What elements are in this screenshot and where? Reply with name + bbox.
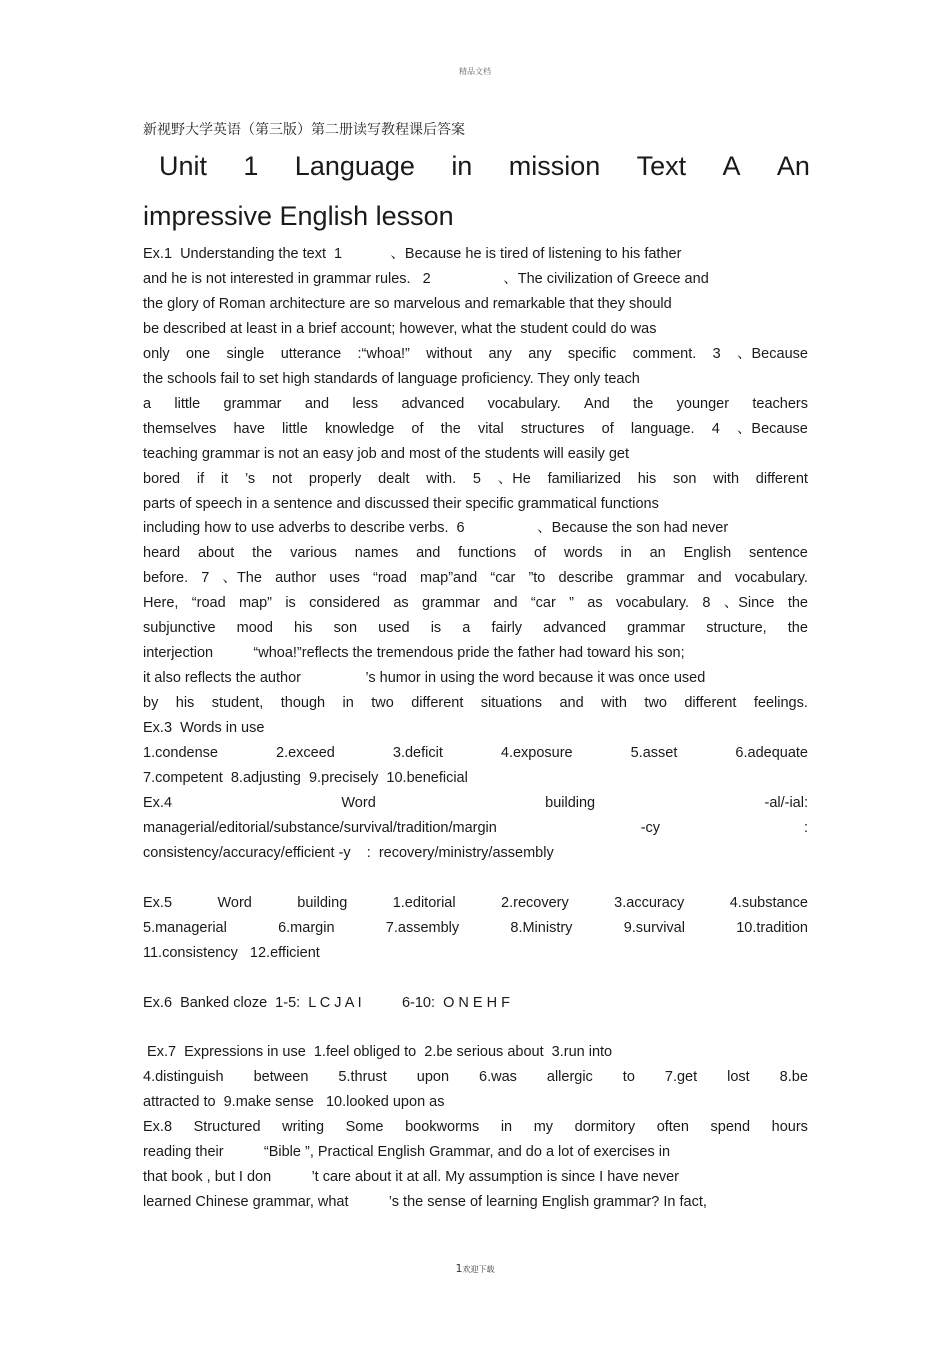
text-line: it also reflects the author ’s humor in using the word because it was once used	[143, 670, 706, 687]
text-line: parts of speech in a sentence and discussed their specific grammatical functions	[143, 495, 659, 512]
text-line: that book , but I don ’t care about it at all. My assumption is since I have never	[143, 1169, 679, 1186]
text-line: Ex.3 Words in use	[143, 720, 265, 737]
text-line	[143, 1017, 808, 1037]
text-line: attracted to 9.make sense 10.looked upon as	[143, 1094, 445, 1111]
text-line: the schools fail to set high standards of language proficiency. They only teach	[143, 370, 640, 387]
text-line: Here, “road map” is considered as grammar and “car ” as vocabulary. 8 、Since the	[143, 595, 808, 612]
footer-text: 欢迎下载	[462, 1265, 495, 1274]
text-line: including how to use adverbs to describe verbs. 6 、Because the son had never	[143, 520, 729, 537]
text-line: reading their “Bible ”, Practical English Grammar, and do a lot of exercises in	[143, 1144, 671, 1161]
document-title-line2: impressive English lesson	[143, 201, 454, 231]
text-line: bored if it ’s not properly dealt with. 5 、He familiarized his son with different	[143, 470, 808, 487]
text-line: 5.managerial 6.margin 7.assembly 8.Ministry 9.survival 10.tradition	[143, 919, 808, 936]
header-watermark: 精品文档	[459, 67, 491, 76]
page-number: 1	[455, 1262, 463, 1275]
text-line: teaching grammar is not an easy job and most of the students will easily get	[143, 445, 630, 462]
text-line: managerial/editorial/substance/survival/tradition/margin -cy :	[143, 819, 808, 836]
text-line	[143, 868, 808, 888]
text-line: subjunctive mood his son used is a fairly advanced grammar structure, the	[143, 620, 808, 637]
text-line: Ex.6 Banked cloze 1-5: L C J A I 6-10: O N E H F	[143, 994, 510, 1011]
text-line: the glory of Roman architecture are so marvelous and remarkable that they should	[143, 295, 672, 312]
text-line: and he is not interested in grammar rules. 2 、The civilization of Greece and	[143, 270, 709, 287]
text-line: 11.consistency 12.efficient	[143, 944, 320, 961]
text-line: themselves have little knowledge of the vital structures of language. 4 、Because	[143, 420, 808, 437]
document-title-line1	[143, 151, 810, 182]
text-line: 1.condense 2.exceed 3.deficit 4.exposure 5.asset 6.adequate	[143, 745, 808, 761]
text-line: be described at least in a brief account; however, what the student could do was	[143, 320, 657, 337]
title-word: A	[722, 151, 741, 181]
title-word: in	[451, 151, 473, 181]
title-word: An	[776, 151, 810, 181]
text-line: Ex.5 Word building 1.editorial 2.recovery 3.accuracy 4.substance	[143, 894, 808, 911]
text-line: learned Chinese grammar, what ’s the sense of learning English grammar? In fact,	[143, 1194, 707, 1211]
text-line	[143, 968, 808, 988]
document-subtitle: 新视野大学英语（第三版）第二册读写教程课后答案	[143, 122, 465, 138]
text-line: Ex.8 Structured writing Some bookworms in my dormitory often spend hours	[143, 1119, 808, 1136]
text-line: Ex.1 Understanding the text 1 、Because he is tired of listening to his father	[143, 246, 682, 262]
text-line: before. 7 、The author uses “road map”and “car ”to describe grammar and vocabulary.	[143, 570, 808, 587]
text-line: a little grammar and less advanced vocabulary. And the younger teachers	[143, 395, 808, 412]
text-line: by his student, though in two different situations and with two different feelings.	[143, 695, 808, 712]
text-line: 7.competent 8.adjusting 9.precisely 10.beneficial	[143, 769, 468, 786]
text-line: interjection “whoa!”reflects the tremendous pride the father had toward his son;	[143, 645, 685, 662]
text-line: heard about the various names and functions of words in an English sentence	[143, 545, 808, 562]
page-footer	[0, 1262, 950, 1275]
title-word: 1	[243, 151, 259, 181]
text-line: 4.distinguish between 5.thrust upon 6.was allergic to 7.get lost 8.be	[143, 1069, 808, 1086]
title-word: Text	[636, 151, 687, 181]
title-word: Unit	[159, 151, 208, 181]
text-line: only one single utterance :“whoa!” without any any specific comment. 3 、Because	[143, 345, 808, 362]
text-line: Ex.7 Expressions in use 1.feel obliged to 2.be serious about 3.run into	[143, 1044, 613, 1061]
title-word: mission	[508, 151, 601, 181]
text-line: consistency/accuracy/efficient -y : recovery/ministry/assembly	[143, 844, 554, 861]
text-line: Ex.4 Word building -al/-ial:	[143, 794, 808, 811]
title-word: Language	[294, 151, 415, 181]
